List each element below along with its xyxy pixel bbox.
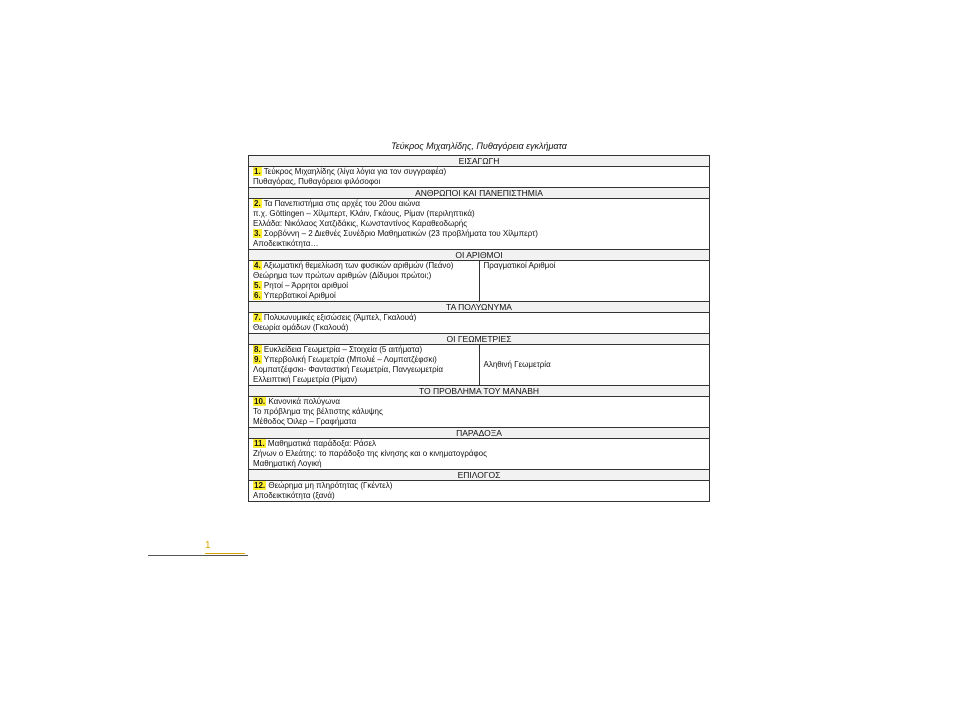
outline-line: [253, 313, 705, 323]
line-text: Θεώρημα μη πληρότητας (Γκέντελ): [266, 481, 393, 490]
line-text: Αποδεικτικότητα (ξανά): [253, 491, 335, 500]
line-text: Το πρόβλημα της βέλτιστης κάλυψης: [253, 407, 383, 416]
section-heading: ΟΙ ΑΡΙΘΜΟΙ: [249, 250, 710, 261]
line-text: Κανονικά πολύγωνα: [266, 397, 340, 406]
outline-line: [253, 291, 475, 301]
outline-line: [253, 177, 705, 187]
line-text: Λομπατζέφσκι- Φανταστική Γεωμετρία, Πανγεωμετρία: [253, 365, 444, 374]
line-text: Θεώρημα των πρώτων αριθμών (Δίδυμοι πρώτοι;): [253, 271, 432, 280]
outline-line: [253, 209, 705, 219]
chapter-number: 10.: [254, 397, 266, 406]
chapter-number: 1.: [254, 167, 261, 176]
outline-line: [253, 365, 475, 375]
line-text: Ελλειπτική Γεωμετρία (Ρίμαν): [253, 375, 358, 384]
outline-line: [253, 439, 705, 449]
section-body-right: [479, 345, 710, 386]
section-body: [249, 481, 710, 502]
line-text: Μαθηματικά παράδοξα: Ράσελ: [265, 439, 377, 448]
line-text: π.χ. Göttingen – Χίλμπερτ, Κλάιν, Γκάους, Ρίμαν (περιληπτικά): [253, 209, 475, 218]
line-text: Πολυωνυμικές εξισώσεις (Άμπελ, Γκαλουά): [261, 313, 417, 322]
line-text: Πυθαγόρας, Πυθαγόρειοι φιλόσοφοι: [253, 177, 381, 186]
chapter-number: 6.: [254, 291, 261, 300]
outline-line: [253, 239, 705, 249]
section-heading: ΕΙΣΑΓΩΓΗ: [249, 156, 710, 167]
chapter-number: 8.: [254, 345, 261, 354]
chapter-number: 7.: [254, 313, 261, 322]
footer-rule: [148, 555, 248, 556]
line-text: Αξιωματική θεμελίωση των φυσικών αριθμών (Πεάνο): [261, 261, 454, 270]
section-body: [249, 167, 710, 188]
outline-table: [248, 155, 710, 502]
page-number-underline: [205, 553, 245, 554]
chapter-number: 4.: [254, 261, 261, 270]
chapter-number: 3.: [254, 229, 261, 238]
outline-line: [253, 199, 705, 209]
outline-line: [253, 481, 705, 491]
section-heading: ΤΑ ΠΟΛΥΩΝΥΜΑ: [249, 302, 710, 313]
chapter-number: 2.: [254, 199, 261, 208]
outline-line: [253, 407, 705, 417]
outline-line: [253, 449, 705, 459]
outline-line: [253, 397, 705, 407]
section-body: [249, 313, 710, 334]
line-text: Αποδεικτικότητα…: [253, 239, 319, 248]
outline-line: [253, 219, 705, 229]
chapter-number: 9.: [254, 355, 261, 364]
outline-line: [253, 417, 705, 427]
section-body-left: [249, 261, 480, 302]
line-text: Θεωρία ομάδων (Γκαλουά): [253, 323, 349, 332]
outline-line: [253, 167, 705, 177]
right-column-text: Πραγματικοί Αριθμοί: [483, 261, 556, 270]
outline-line: [253, 375, 475, 385]
line-text: Ζήνων ο Ελεάτης: το παράδοξο της κίνησης και ο κινηματογράφος: [253, 449, 487, 458]
page-number: 1: [205, 540, 211, 551]
section-body: [249, 397, 710, 428]
section-body: [249, 199, 710, 250]
right-column-text: Αληθινή Γεωμετρία: [483, 360, 551, 369]
outline-line: [253, 459, 705, 469]
section-body-left: [249, 345, 480, 386]
section-heading: ΠΑΡΑΔΟΞΑ: [249, 428, 710, 439]
section-body: [249, 439, 710, 470]
chapter-number: 12.: [254, 481, 266, 490]
line-text: Υπερβολική Γεωμετρία (Μπολιέ – Λομπατζέφσκι): [261, 355, 437, 364]
line-text: Μαθηματική Λογική: [253, 459, 322, 468]
outline-line: [253, 345, 475, 355]
line-text: Σορβόννη – 2 Διεθνές Συνέδριο Μαθηματικών (23 προβλήματα του Χίλμπερτ): [261, 229, 538, 238]
line-text: Ευκλείδεια Γεωμετρία – Στοιχεία (5 αιτήματα): [261, 345, 423, 354]
document-title: Τεύκρος Μιχαηλίδης, Πυθαγόρεια εγκλήματα: [391, 141, 567, 151]
section-heading: ΟΙ ΓΕΩΜΕΤΡΙΕΣ: [249, 334, 710, 345]
section-body-right: [479, 261, 710, 302]
outline-line: [253, 271, 475, 281]
section-heading: ΤΟ ΠΡΟΒΛΗΜΑ ΤΟΥ ΜΑΝΑΒΗ: [249, 386, 710, 397]
chapter-number: 5.: [254, 281, 261, 290]
section-heading: ΑΝΘΡΩΠΟΙ ΚΑΙ ΠΑΝΕΠΙΣΤΗΜΙΑ: [249, 188, 710, 199]
outline-line: [253, 491, 705, 501]
line-text: Μέθοδος Όιλερ – Γραφήματα: [253, 417, 357, 426]
line-text: Ρητοί – Άρρητοι αριθμοί: [261, 281, 349, 290]
line-text: Τεύκρος Μιχαηλίδης (λίγα λόγια για τον συγγραφέα): [261, 167, 447, 176]
outline-line: [253, 229, 705, 239]
outline-line: [253, 355, 475, 365]
chapter-number: 11.: [254, 439, 265, 448]
outline-line: [253, 323, 705, 333]
outline-line: [253, 281, 475, 291]
line-text: Ελλάδα: Νικόλαος Χατζιδάκις, Κωνσταντίνος Καραθεοδωρής: [253, 219, 468, 228]
outline-line: [253, 261, 475, 271]
line-text: Τα Πανεπιστήμια στις αρχές του 20ου αιώνα: [261, 199, 420, 208]
line-text: Υπερβατικοί Αριθμοί: [261, 291, 336, 300]
section-heading: ΕΠΙΛΟΓΟΣ: [249, 470, 710, 481]
